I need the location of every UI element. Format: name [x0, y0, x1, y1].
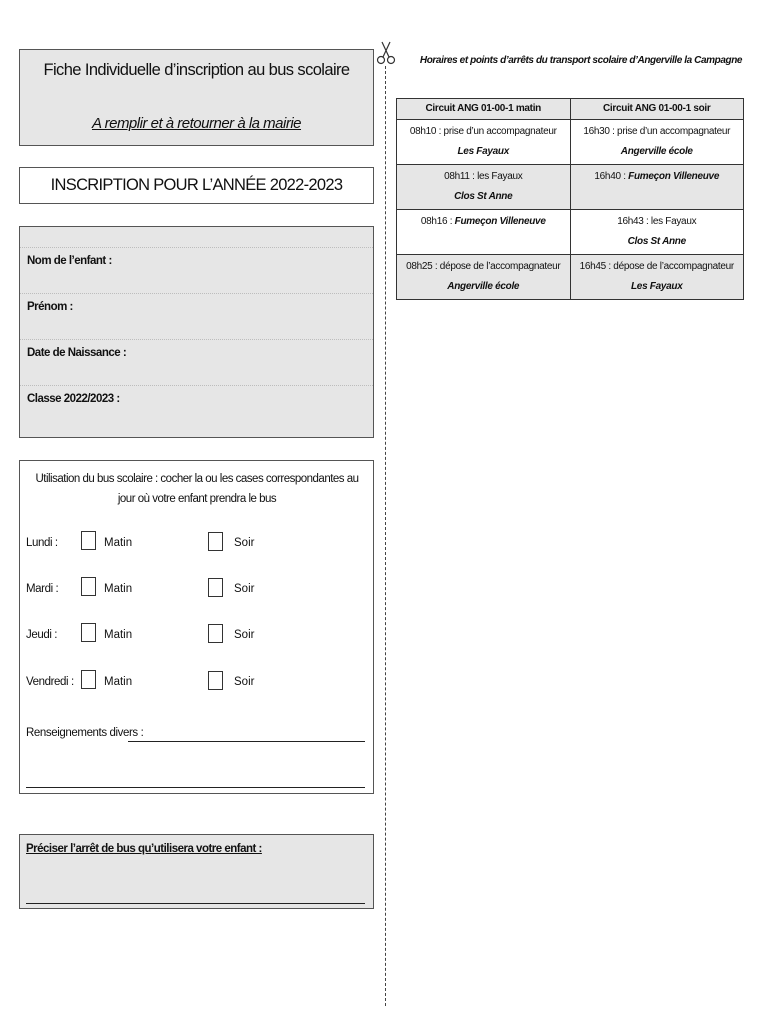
- checkbox-lundi-soir[interactable]: [208, 532, 223, 551]
- evening-place: Clos St Anne: [627, 236, 686, 247]
- schedule-row: [397, 255, 744, 300]
- child-class-label: Classe 2022/2023 :: [27, 393, 120, 405]
- child-class-field[interactable]: [20, 385, 373, 416]
- checkbox-lundi-matin[interactable]: [81, 531, 96, 550]
- evening-place: Angerville école: [620, 146, 693, 157]
- day-row-mardi: [20, 577, 373, 603]
- schedule-title: Horaires et points d’arrêts du transport scolaire d’Angerville la Campagne: [419, 55, 743, 66]
- schedule-table: [396, 98, 744, 300]
- bus-stop-box: [19, 834, 374, 909]
- matin-label: Matin: [104, 583, 133, 595]
- evening-cell: [570, 255, 744, 300]
- child-firstname-field[interactable]: [20, 293, 373, 324]
- soir-label: Soir: [234, 676, 255, 688]
- soir-label: Soir: [234, 583, 255, 595]
- evening-cell: [570, 165, 744, 210]
- soir-label: Soir: [234, 629, 255, 641]
- checkbox-vendredi-soir[interactable]: [208, 671, 223, 690]
- checkbox-mardi-soir[interactable]: [208, 578, 223, 597]
- evening-time: 16h30 : prise d’un accompagnateur: [583, 126, 731, 137]
- bus-stop-label: Préciser l’arrêt de bus qu’utilisera votre enfant :: [26, 843, 262, 855]
- morning-cell: [397, 165, 571, 210]
- morning-time: 08h25 : dépose de l’accompagnateur: [406, 261, 561, 272]
- evening-time: 16h40 :: [594, 171, 629, 182]
- year-heading: INSCRIPTION POUR L’ANNÉE 2022-2023: [50, 176, 343, 194]
- bus-usage-box: [19, 460, 374, 794]
- year-heading-box: [19, 167, 374, 204]
- day-row-lundi: [20, 531, 373, 557]
- checkbox-jeudi-soir[interactable]: [208, 624, 223, 643]
- child-name-label: Nom de l’enfant :: [27, 255, 112, 267]
- soir-label: Soir: [234, 537, 255, 549]
- day-row-vendredi: [20, 670, 373, 696]
- morning-cell: [397, 255, 571, 300]
- child-info-box: [19, 226, 374, 438]
- evening-time: 16h43 : les Fayaux: [617, 216, 697, 227]
- morning-cell: [397, 120, 571, 165]
- morning-time: 08h11 : les Fayaux: [444, 171, 523, 182]
- morning-place: Clos St Anne: [454, 191, 513, 202]
- evening-cell: [570, 120, 744, 165]
- form-title-box: [19, 49, 374, 146]
- morning-time: 08h10 : prise d’un accompagnateur: [409, 126, 557, 137]
- header-morning: Circuit ANG 01-00-1 matin: [397, 99, 571, 120]
- matin-label: Matin: [104, 676, 133, 688]
- day-label: Lundi :: [26, 537, 58, 549]
- bus-usage-intro: Utilisation du bus scolaire : cocher la ou les cases correspondantes au jour où votre enfant prendra le bus: [35, 473, 359, 505]
- matin-label: Matin: [104, 629, 133, 641]
- misc-info-line-1[interactable]: [128, 741, 365, 742]
- schedule-header-row: [397, 99, 744, 120]
- misc-info-label: Renseignements divers :: [26, 727, 144, 739]
- morning-time: 08h16 :: [420, 216, 455, 227]
- day-label: Jeudi :: [26, 629, 58, 641]
- checkbox-vendredi-matin[interactable]: [81, 670, 96, 689]
- child-birthdate-field[interactable]: [20, 339, 373, 370]
- morning-place: Fumeçon Villeneuve: [454, 216, 546, 227]
- form-title: Fiche Individuelle d’inscription au bus scolaire: [43, 61, 350, 79]
- child-firstname-label: Prénom :: [27, 301, 73, 313]
- matin-label: Matin: [104, 537, 133, 549]
- misc-info-line-2[interactable]: [26, 787, 365, 788]
- morning-place: Les Fayaux: [457, 146, 509, 157]
- scissors-icon: [375, 40, 397, 66]
- child-name-field[interactable]: [20, 247, 373, 278]
- evening-place: Fumeçon Villeneuve: [628, 171, 720, 182]
- day-row-jeudi: [20, 623, 373, 649]
- evening-cell: [570, 210, 744, 255]
- cut-line: [385, 66, 386, 1006]
- bus-stop-line[interactable]: [26, 903, 365, 904]
- day-label: Vendredi :: [26, 676, 74, 688]
- child-birthdate-label: Date de Naissance :: [27, 347, 127, 359]
- schedule-row: [397, 120, 744, 165]
- evening-place: Les Fayaux: [631, 281, 683, 292]
- header-evening: Circuit ANG 01-00-1 soir: [570, 99, 744, 120]
- evening-time: 16h45 : dépose de l’accompagnateur: [579, 261, 734, 272]
- form-subtitle: A remplir et à retourner à la mairie: [91, 115, 302, 132]
- checkbox-jeudi-matin[interactable]: [81, 623, 96, 642]
- schedule-row: [397, 165, 744, 210]
- morning-place: Angerville école: [447, 281, 520, 292]
- day-label: Mardi :: [26, 583, 59, 595]
- checkbox-mardi-matin[interactable]: [81, 577, 96, 596]
- schedule-row: [397, 210, 744, 255]
- morning-cell: [397, 210, 571, 255]
